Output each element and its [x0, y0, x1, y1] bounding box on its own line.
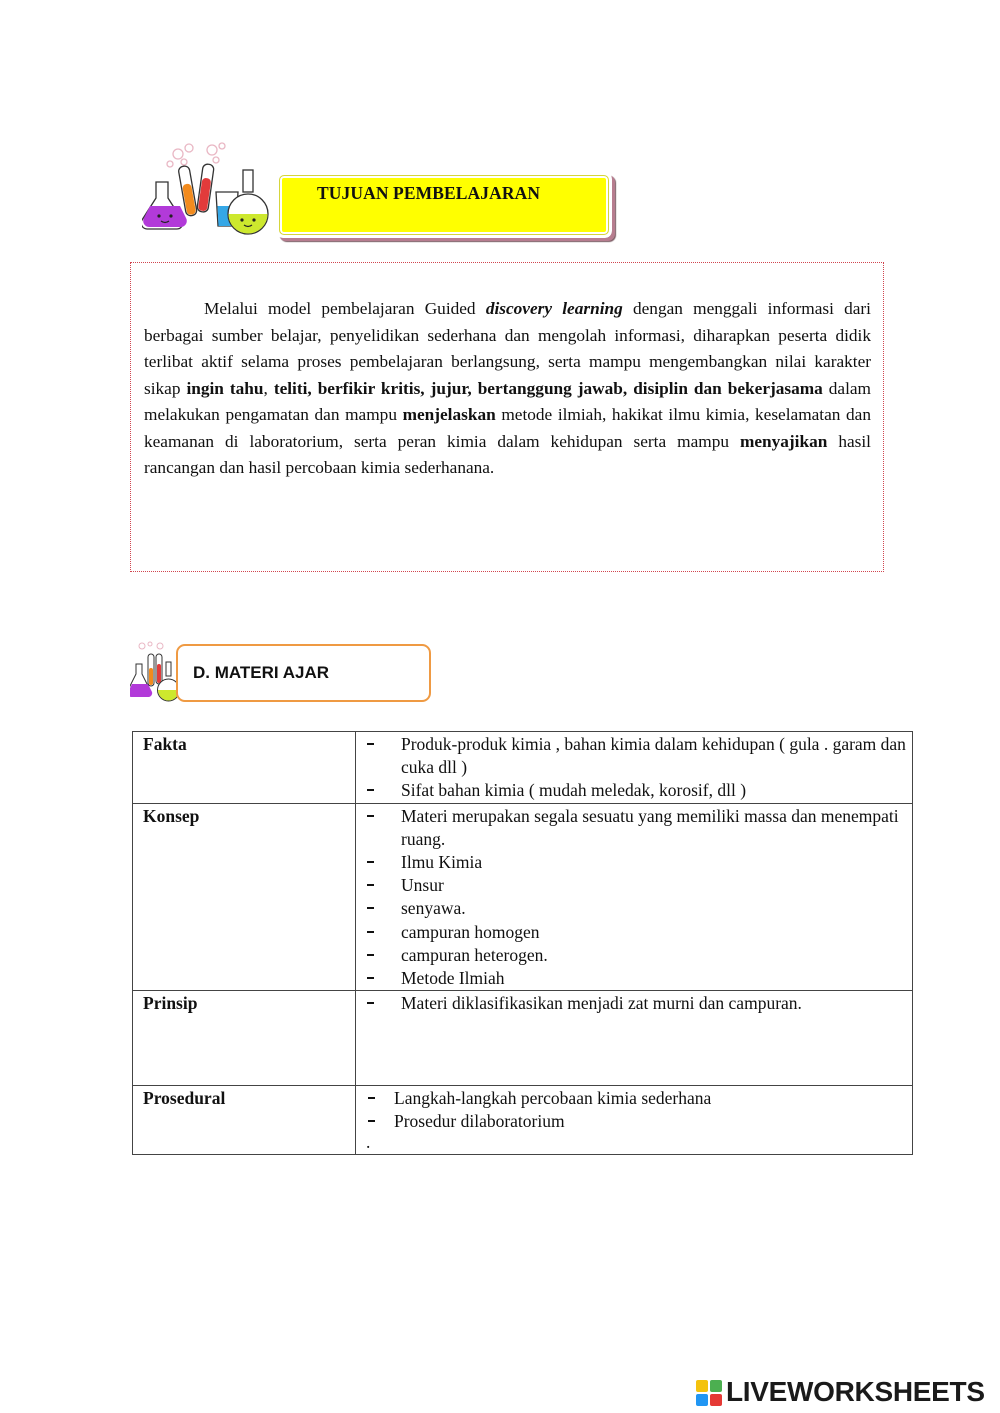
list-item: Unsur	[364, 874, 912, 897]
list-item: Langkah-langkah percobaan kimia sederhana	[364, 1087, 912, 1110]
objective-text: metode ilmiah, hakikat ilmu kimia, keselamatan dan keamanan di laboratorium, serta peran kimia dalam kehidupan serta mampu	[144, 405, 871, 451]
tujuan-title: TUJUAN PEMBELAJARAN	[317, 183, 541, 203]
row-items	[356, 1086, 913, 1155]
objective-text: ,	[263, 378, 274, 398]
list-item: Materi diklasifikasikan menjadi zat murni dan campuran.	[364, 992, 912, 1015]
objective-box	[130, 262, 884, 572]
objective-bold: ingin tahu	[186, 378, 264, 398]
materi-title-banner	[176, 644, 431, 702]
lab-flasks-icon	[142, 140, 274, 240]
objective-bold: menyajikan	[739, 431, 828, 451]
list-item: Ilmu Kimia	[364, 851, 912, 874]
row-label: Fakta	[133, 732, 356, 804]
objective-paragraph	[144, 296, 871, 482]
brand-name: LIVEWORKSHEETS	[726, 1376, 985, 1407]
materi-table	[132, 731, 913, 1155]
materi-title: D. MATERI AJAR	[193, 663, 329, 682]
row-items	[356, 991, 913, 1086]
list-item: Materi merupakan segala sesuatu yang memiliki massa dan menempati ruang.	[364, 805, 912, 851]
small-flasks-icon	[130, 640, 182, 706]
tujuan-title-banner	[276, 172, 612, 238]
table-row	[133, 1086, 913, 1155]
list-item: Prosedur dilaboratorium	[364, 1110, 912, 1133]
logo-grid-icon	[696, 1380, 722, 1406]
list-item: campuran heterogen.	[364, 944, 912, 967]
liveworksheets-logo[interactable]	[696, 1376, 996, 1412]
row-items	[356, 732, 913, 804]
row-label: Prinsip	[133, 991, 356, 1086]
list-item: Metode Ilmiah	[364, 967, 912, 990]
objective-emphasis: discovery learning	[485, 299, 623, 318]
objective-text: Melalui model pembelajaran Guided	[204, 299, 486, 318]
objective-bold: menjelaskan	[402, 405, 496, 424]
table-row	[133, 732, 913, 804]
list-item: campuran homogen	[364, 921, 912, 944]
table-row	[133, 991, 913, 1086]
row-label: Konsep	[133, 803, 356, 991]
objective-text: dalam melakukan pengamatan dan mampu	[144, 378, 871, 424]
table-row	[133, 803, 913, 991]
row-label: Prosedural	[133, 1086, 356, 1155]
row-items	[356, 803, 913, 991]
objective-bold: teliti, berfikir kritis, jujur, bertanggung jawab, disiplin dan bekerjasama	[273, 378, 823, 398]
list-item: Sifat bahan kimia ( mudah meledak, korosif, dll )	[364, 779, 912, 802]
trailing-dot: .	[366, 1131, 371, 1152]
objective-text: hasil rancangan dan hasil percobaan kimia sederhanana.	[144, 431, 871, 477]
list-item: senyawa.	[364, 897, 912, 920]
list-item: Produk-produk kimia , bahan kimia dalam kehidupan ( gula . garam dan cuka dll )	[364, 733, 912, 779]
objective-text: dengan menggali informasi dari berbagai sumber belajar, penyelidikan sederhana dan mengolah informasi, diharapkan peserta didik terlibat aktif selama proses pembelajaran berlangsung, serta mampu mengembangkan nilai karakter sikap	[144, 299, 871, 398]
